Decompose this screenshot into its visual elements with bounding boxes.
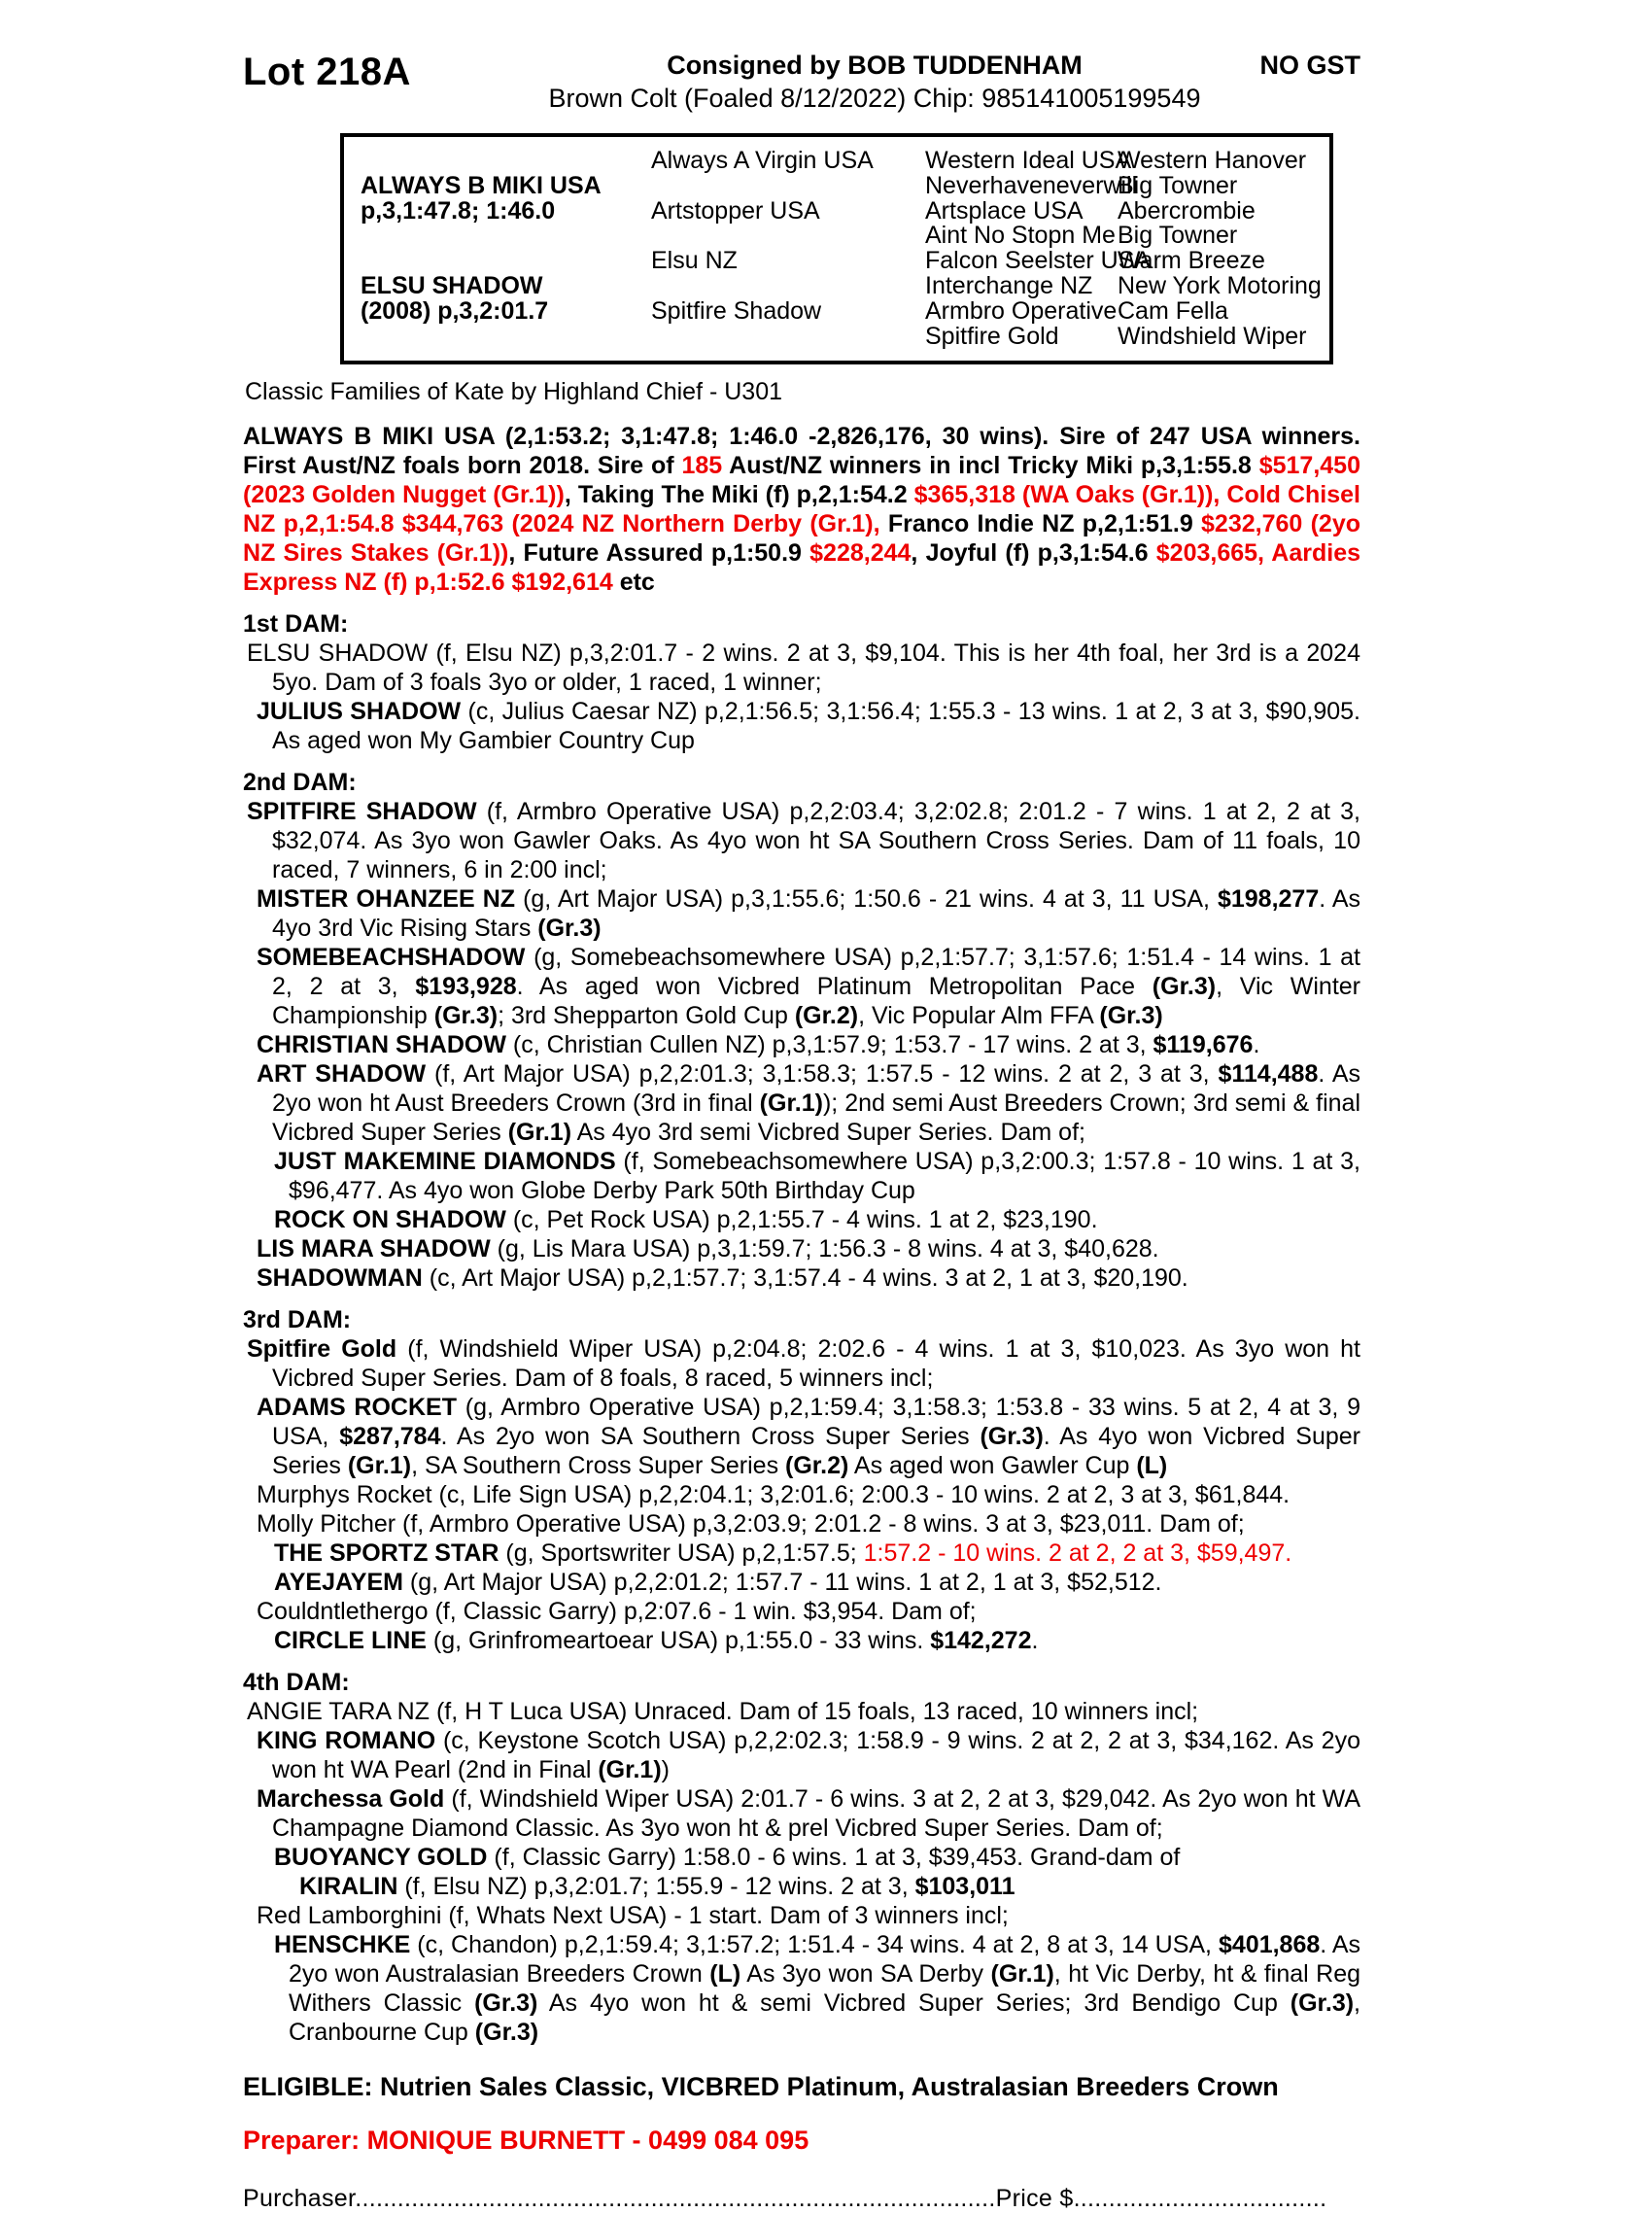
text-segment: (g, Lis Mara USA) p,3,1:59.7; 1:56.3 - 8 wins. 4 at 3, $40,628. [490,1235,1159,1263]
text-segment: (g, Art Major USA) p,2,2:01.2; 1:57.7 - 11 wins. 1 at 2, 1 at 3, $52,512. [402,1569,1162,1597]
text-segment: (c, Christian Cullen NZ) p,3,1:57.9; 1:53.7 - 17 wins. 2 at 3, [505,1031,1153,1059]
pedigree-cell: (2008) p,3,2:01.7 [361,296,549,325]
text-segment: Molly Pitcher (f, Armbro Operative USA) p,3,2:03.9; 2:01.2 - 8 wins. 3 at 3, $23,011. Dam of; [257,1510,1245,1539]
text-segment: $203,665, Aardies Express NZ (f) p,1:52.6 $192,614 [243,539,1360,597]
text-segment: As 4yo won ht & semi Vicbred Super Series; 3rd Bendigo Cup [537,1989,1291,2018]
text-segment: (f, Windshield Wiper USA) 2:01.7 - 6 wins. 3 at 2, 2 at 3, $29,042. As 2yo won ht WA Champagne Diamond Classic. As 3yo won ht & prel Vicbred Super Series. Dam of; [272,1785,1360,1843]
text-segment: (f, Armbro Operative USA) p,2,2:03.4; 3,2:02.8; 2:01.2 - 7 wins. 1 at 2, 2 at 3, $32,074. As 3yo won Gawler Oaks. As 4yo won ht SA Southern Cross Series. Dam of 11 foals, 10 raced, 7 winners, 6 in 2:00 incl; [272,798,1360,884]
text-segment: ROCK ON SHADOW [274,1206,506,1234]
pedigree-cell [651,224,925,249]
sire-record-paragraph [243,422,1360,597]
text-segment: JUST MAKEMINE DIAMONDS [274,1148,616,1176]
text-segment: LIS MARA SHADOW [257,1235,491,1263]
dam-sections [243,609,1360,2047]
pedigree-grid [344,149,1329,349]
text-segment: Spitfire Gold [247,1335,397,1364]
text-segment: ADAMS ROCKET [257,1394,457,1422]
text-segment: $103,011 [914,1873,1015,1901]
text-segment: (Gr.3) [474,2019,539,2047]
text-segment: (Gr.3) [433,1002,499,1030]
text-segment: SPITFIRE SHADOW [247,798,477,826]
text-segment: (f, Somebeachsomewhere USA) p,3,2:00.3; 1:57.8 - 10 wins. 1 at 3, $96,477. As 4yo won Globe Derby Park 50th Birthday Cup [289,1148,1360,1205]
text-segment: BUOYANCY GOLD [274,1844,488,1872]
pedigree-cell: ELSU SHADOW [361,271,543,299]
text-segment: JULIUS SHADOW [257,698,462,726]
text-segment: , Vic Winter Championship [272,973,1360,1030]
pedigree-cell: Big Towner [1118,171,1238,199]
pedigree-cell: Spitfire Gold [925,322,1059,350]
pedigree-paragraph [257,1509,1360,1539]
pedigree-cell [651,174,925,199]
header-center [534,51,1215,114]
text-segment: THE SPORTZ STAR [274,1539,499,1568]
horse-description-line: Brown Colt (Foaled 8/12/2022) Chip: 985141005199549 [548,84,1201,113]
text-segment: (Gr.1) [759,1089,823,1118]
text-segment: , Cranbourne Cup [289,1989,1360,2047]
text-segment: $193,928 [415,973,517,1001]
pedigree-paragraph [247,797,1360,884]
text-segment: 1:57.2 - 10 wins. 2 at 2, 2 at 3, $59,497. [863,1539,1292,1568]
text-segment: (Gr.3) [474,1989,538,2018]
text-segment: (f, Classic Garry) 1:58.0 - 6 wins. 1 at 3, $39,453. Grand-dam of [487,1844,1181,1872]
pedigree-cell: Big Towner [1118,222,1238,250]
text-segment: , Taking The Miki (f) p,2,1:54.2 [564,481,914,509]
price-dotted-blank: .................................... [1073,2185,1327,2213]
pedigree-paragraph [257,1784,1360,1843]
purchaser-dotted-blank: ........................................................................................... [355,2185,996,2213]
text-segment: Couldntlethergo (f, Classic Garry) p,2:07.6 - 1 win. $3,954. Dam of; [257,1598,977,1626]
eligibility-line: ELIGIBLE: Nutrien Sales Classic, VICBRED Platinum, Australasian Breeders Crown [243,2072,1279,2102]
text-segment: $142,272 [930,1627,1032,1655]
text-segment: (Gr.1) [598,1756,662,1784]
pedigree-paragraph [257,1901,1360,1930]
text-segment: ELSU SHADOW (f, Elsu NZ) p,3,2:01.7 - 2 wins. 2 at 3, $9,104. This is her 4th foal, her 3rd is a 2024 5yo. Dam of 3 foals 3yo or older, 1 raced, 1 winner; [247,640,1360,697]
pedigree-cell: p,3,1:47.8; 1:46.0 [361,196,556,225]
text-segment: As aged won Gawler Cup [848,1452,1137,1480]
text-segment: Franco Indie NZ p,2,1:51.9 [879,510,1202,538]
text-segment: Aust/NZ winners in incl Tricky Miki p,3,1:55.8 [722,452,1259,480]
text-segment: $287,784 [339,1423,441,1451]
text-segment: (f, Elsu NZ) p,3,2:01.7; 1:55.9 - 12 wins. 2 at 3, [397,1873,915,1901]
text-segment: (Gr.2) [785,1452,849,1480]
text-segment: (f, Windshield Wiper USA) p,2:04.8; 2:02.6 - 4 wins. 1 at 3, $10,023. As 3yo won ht Vicbred Super Series. Dam of 8 foals, 8 raced, 5 winners incl; [272,1335,1360,1393]
text-segment: $365,318 (WA Oaks (Gr.1)), Cold Chisel NZ p,2,1:54.8 $344,763 (2024 NZ Northern Derby (Gr.1), [243,481,1360,538]
pedigree-paragraph [257,697,1360,755]
text-segment: etc [612,569,655,597]
consignor-line: Consigned by BOB TUDDENHAM [667,51,1083,80]
pedigree-cell [651,325,925,350]
text-segment: ); 2nd semi Aust Breeders Crown; 3rd semi & final Vicbred Super Series [272,1089,1360,1147]
text-segment: KIRALIN [299,1873,398,1901]
page-header [243,51,1360,114]
text-segment: Red Lamborghini (f, Whats Next USA) - 1 start. Dam of 3 winners incl; [257,1902,1009,1930]
pedigree-paragraph [257,1059,1360,1147]
text-segment: ; 3rd Shepparton Gold Cup [498,1002,795,1030]
pedigree-paragraph [247,1697,1360,1726]
pedigree-cell: ALWAYS B MIKI USA [361,171,602,199]
text-segment: (Gr.3) [537,915,602,943]
text-segment: . As 4yo won Vicbred Super Series [272,1423,1361,1480]
text-segment: $228,244 [809,539,912,568]
text-segment: (g, Grinfromeartoear USA) p,1:55.0 - 33 wins. [426,1627,931,1655]
pedigree-cell: Armbro Operative [925,296,1118,325]
text-segment: (g, Somebeachsomewhere USA) p,2,1:57.7; 3,1:57.6; 1:51.4 - 14 wins. 1 at 2, 2 at 3, [272,944,1360,1001]
pedigree-paragraph [257,1726,1360,1784]
text-segment: As 4yo 3rd semi Vicbred Super Series. Dam of; [571,1119,1085,1147]
gst-status: NO GST [1259,51,1360,80]
text-segment: $232,760 (2yo NZ Sires Stakes (Gr.1)) [243,510,1361,568]
pedigree-cell: Windshield Wiper [1118,322,1307,350]
text-segment: 185 [681,452,723,480]
text-segment: (Gr.3) [1290,1989,1355,2018]
pedigree-cell: Warm Breeze [1118,247,1265,275]
text-segment: Marchessa Gold [257,1785,445,1814]
lot-number: Lot 218A [243,51,411,93]
text-segment: . As aged won Vicbred Platinum Metropolitan Pace [516,973,1153,1001]
text-segment: CIRCLE LINE [274,1627,427,1655]
pedigree-cell [651,274,925,299]
dam-section-heading: 3rd DAM: [243,1306,352,1334]
pedigree-paragraph [274,1930,1361,2047]
pedigree-cell: Abercrombie [1118,196,1256,225]
pedigree-paragraph [247,639,1360,697]
pedigree-cell [344,224,651,249]
text-segment: SOMEBEACHSHADOW [257,944,526,972]
text-segment: (f, Art Major USA) p,2,2:01.3; 3,1:58.3; 1:57.5 - 12 wins. 2 at 2, 3 at 3, [426,1060,1219,1089]
text-segment: $517,450 (2023 Golden Nugget (Gr.1)) [243,452,1360,509]
pedigree-paragraph [274,1568,1360,1597]
dam-section-heading: 2nd DAM: [243,769,357,797]
pedigree-cell [344,249,651,274]
pedigree-cell: Western Hanover [1118,147,1307,174]
pedigree-paragraph [257,1393,1361,1480]
text-segment: , ht Vic Derby, ht & final Reg Withers Classic [289,1960,1361,2018]
pedigree-cell: Artstopper USA [651,196,820,225]
text-segment: . As 2yo won Australasian Breeders Crown [289,1931,1360,1988]
text-segment: . [1031,1627,1039,1655]
text-segment: (Gr.2) [794,1002,859,1030]
text-segment: AYEJAYEM [274,1569,403,1597]
text-segment: ALWAYS B MIKI USA (2,1:53.2; 3,1:47.8; 1:46.0 -2,826,176, 30 wins). Sire of 247 USA winners. First Aust/NZ foals born 2018. Sire of [243,423,1360,480]
text-segment: HENSCHKE [274,1931,411,1959]
pedigree-paragraph [299,1872,1360,1901]
pedigree-paragraph [274,1843,1360,1872]
text-segment: ANGIE TARA NZ (f, H T Luca USA) Unraced. Dam of 15 foals, 13 raced, 10 winners incl; [247,1698,1199,1726]
text-segment: CHRISTIAN SHADOW [257,1031,506,1059]
pedigree-cell: Elsu NZ [651,247,738,275]
text-segment: . As 2yo won ht Aust Breeders Crown (3rd in final [272,1060,1360,1118]
text-segment: As 3yo won SA Derby [740,1960,991,1988]
text-segment: , Joyful (f) p,3,1:54.6 [911,539,1156,568]
pedigree-table [340,133,1333,364]
pedigree-cell [344,149,651,174]
purchaser-price-line [243,2185,1360,2213]
text-segment: (g, Art Major USA) p,3,1:55.6; 1:50.6 - 21 wins. 4 at 3, 11 USA, [515,885,1218,914]
text-segment: $114,488 [1218,1060,1319,1089]
text-segment: Murphys Rocket (c, Life Sign USA) p,2,2:04.1; 3,2:01.6; 2:00.3 - 10 wins. 2 at 2, 3 at 3, $61,844. [257,1481,1291,1509]
text-segment: . As 2yo won SA Southern Cross Super Series [440,1423,981,1451]
pedigree-cell [344,325,651,350]
text-segment: (c, Art Major USA) p,2,1:57.7; 3,1:57.4 - 4 wins. 3 at 2, 1 at 3, $20,190. [422,1264,1188,1293]
pedigree-paragraph [274,1626,1360,1655]
text-segment: . As 4yo 3rd Vic Rising Stars [272,885,1360,943]
pedigree-paragraph [257,1263,1360,1293]
pedigree-paragraph [257,884,1360,943]
text-segment: . [1253,1031,1260,1059]
text-segment: , SA Southern Cross Super Series [411,1452,786,1480]
pedigree-paragraph [274,1147,1360,1205]
text-segment: $401,868 [1218,1931,1321,1959]
text-segment: (c, Chandon) p,2,1:59.4; 3,1:57.2; 1:51.4 - 34 wins. 4 at 2, 8 at 3, 14 USA, [410,1931,1219,1959]
purchaser-label: Purchaser [243,2185,356,2213]
pedigree-paragraph [257,1480,1360,1509]
pedigree-paragraph [274,1205,1360,1234]
text-segment: KING ROMANO [257,1727,436,1755]
text-segment: , Vic Popular Alm FFA [858,1002,1100,1030]
pedigree-cell: Falcon Seelster USA [925,247,1152,275]
text-segment: (c, Julius Caesar NZ) p,2,1:56.5; 3,1:56.4; 1:55.3 - 13 wins. 1 at 2, 3 at 3, $90,905. As aged won My Gambier Country Cup [272,698,1360,755]
text-segment: MISTER OHANZEE NZ [257,885,516,914]
text-segment: (Gr.3) [1152,973,1217,1001]
text-segment: (g, Sportswriter USA) p,2,1:57.5; [499,1539,864,1568]
pedigree-paragraph [274,1539,1360,1568]
text-segment: (Gr.1) [347,1452,412,1480]
pedigree-cell: Aint No Stopn Me [925,222,1116,250]
pedigree-paragraph [247,1334,1360,1393]
pedigree-cell: Artsplace USA [925,196,1084,225]
price-label: Price $ [995,2185,1074,2213]
text-segment: $198,277 [1217,885,1320,914]
text-segment: (Gr.1) [507,1119,572,1147]
pedigree-cell: Interchange NZ [925,271,1093,299]
text-segment: (c, Keystone Scotch USA) p,2,2:02.3; 1:58.9 - 9 wins. 2 at 2, 2 at 3, $34,162. As 2yo won ht WA Pearl (2nd in Final [272,1727,1360,1784]
text-segment: (g, Armbro Operative USA) p,2,1:59.4; 3,1:58.3; 1:53.8 - 33 wins. 5 at 2, 4 at 3, 9 USA, [272,1394,1360,1451]
text-segment: , Future Assured p,1:50.9 [508,539,810,568]
dam-section-heading: 1st DAM: [243,610,349,639]
pedigree-cell: Western Ideal USA [925,147,1132,174]
pedigree-cell: Cam Fella [1118,296,1228,325]
text-segment: (Gr.3) [1099,1002,1163,1030]
pedigree-paragraph [257,1597,1360,1626]
pedigree-paragraph [257,1030,1360,1059]
text-segment: (L) [709,1960,741,1988]
pedigree-paragraph [257,943,1360,1030]
text-segment: ART SHADOW [257,1060,427,1089]
pedigree-cell: Spitfire Shadow [651,296,822,325]
text-segment: (Gr.1) [990,1960,1054,1988]
text-segment: SHADOWMAN [257,1264,423,1293]
text-segment: $119,676 [1153,1031,1254,1059]
dam-section-heading: 4th DAM: [243,1669,350,1697]
preparer-line: Preparer: MONIQUE BURNETT - 0499 084 095 [243,2126,809,2156]
pedigree-cell: Always A Virgin USA [651,147,874,174]
pedigree-cell: Neverhaveneverwill [925,171,1138,199]
text-segment: (c, Pet Rock USA) p,2,1:55.7 - 4 wins. 1 at 2, $23,190. [505,1206,1098,1234]
text-segment: ) [661,1756,670,1784]
text-segment: (Gr.3) [980,1423,1044,1451]
classic-families-line: Classic Families of Kate by Highland Chief - U301 [245,378,783,406]
pedigree-cell: New York Motoring [1118,271,1322,299]
text-segment: (L) [1136,1452,1168,1480]
pedigree-paragraph [257,1234,1360,1263]
